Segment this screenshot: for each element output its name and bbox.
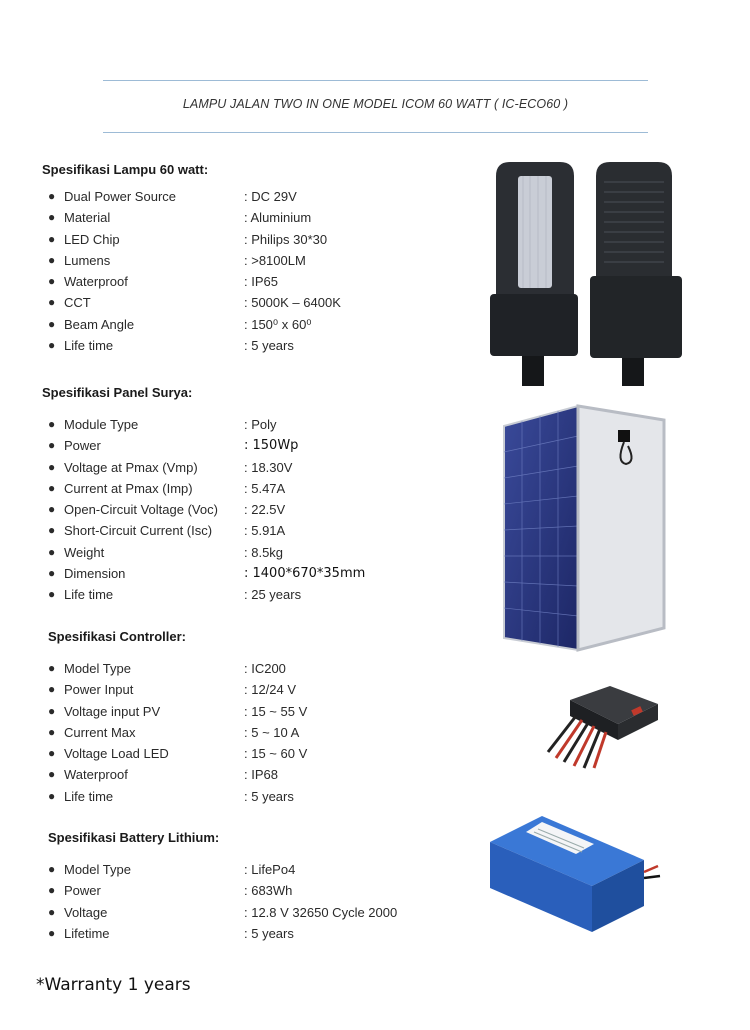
spec-label: Life time bbox=[64, 788, 114, 804]
spec-value: : 5 years bbox=[244, 338, 294, 354]
bullet-icon: ● bbox=[48, 566, 56, 581]
spec-value: : 5000K – 6400K bbox=[244, 295, 341, 311]
spec-label: Voltage input PV bbox=[64, 703, 161, 719]
bullet-icon: ● bbox=[48, 767, 56, 782]
spec-value: : Poly bbox=[244, 417, 277, 432]
bullet-icon: ● bbox=[48, 925, 56, 940]
spec-label: Lifetime bbox=[64, 925, 110, 941]
spec-label: Voltage Load LED bbox=[64, 746, 169, 762]
spec-row bbox=[42, 545, 462, 566]
bullet-icon: ● bbox=[48, 231, 56, 246]
solar-panel-image bbox=[498, 402, 668, 654]
lamp-spec-section bbox=[42, 162, 462, 359]
spec-label: Waterproof bbox=[64, 767, 128, 783]
bullet-icon: ● bbox=[48, 210, 56, 225]
bullet-icon: ● bbox=[48, 904, 56, 919]
spec-row bbox=[42, 338, 462, 359]
lithium-battery-image bbox=[484, 812, 664, 942]
spec-row bbox=[42, 438, 462, 459]
spec-value: : 5 years bbox=[244, 925, 294, 941]
bullet-icon: ● bbox=[48, 417, 56, 431]
spec-row bbox=[42, 661, 462, 682]
spec-row bbox=[42, 417, 462, 438]
bullet-icon: ● bbox=[48, 587, 56, 602]
spec-label: Material bbox=[64, 210, 111, 226]
spec-label: CCT bbox=[64, 295, 91, 311]
spec-label: Power bbox=[64, 883, 101, 899]
spec-row bbox=[42, 905, 462, 926]
spec-row bbox=[42, 274, 462, 295]
title-rule bbox=[103, 132, 648, 133]
spec-value: : 18.30V bbox=[244, 459, 293, 475]
spec-list bbox=[42, 417, 462, 609]
spec-row bbox=[42, 682, 462, 703]
bullet-icon: ● bbox=[48, 862, 56, 876]
spec-row bbox=[42, 481, 462, 502]
spec-value: : 5 ~ 10 A bbox=[244, 724, 300, 740]
spec-value: : IC200 bbox=[244, 661, 286, 676]
bullet-icon: ● bbox=[48, 480, 56, 495]
spec-row bbox=[42, 232, 462, 253]
spec-value: : 150Wp bbox=[244, 438, 299, 454]
spec-row bbox=[42, 460, 462, 481]
spec-label: Power bbox=[64, 438, 101, 454]
bullet-icon: ● bbox=[48, 438, 56, 453]
section-title: Spesifikasi Controller: bbox=[48, 629, 186, 644]
spec-value: : LifePo4 bbox=[244, 862, 296, 877]
spec-label: LED Chip bbox=[64, 231, 120, 247]
spec-label: Beam Angle bbox=[64, 316, 135, 332]
bullet-icon: ● bbox=[48, 682, 56, 697]
spec-value: : Philips 30*30 bbox=[244, 231, 328, 247]
spec-value: : >8100LM bbox=[244, 252, 306, 268]
spec-list bbox=[42, 189, 462, 359]
spec-value: : 683Wh bbox=[244, 883, 293, 899]
spec-value: : 8.5kg bbox=[244, 544, 284, 560]
bullet-icon: ● bbox=[48, 883, 56, 898]
bullet-icon: ● bbox=[48, 189, 56, 203]
section-title: Spesifikasi Panel Surya: bbox=[42, 385, 193, 400]
spec-label: Dual Power Source bbox=[64, 189, 176, 204]
spec-list bbox=[42, 661, 462, 810]
spec-label: Module Type bbox=[64, 417, 139, 432]
section-title: Spesifikasi Battery Lithium: bbox=[48, 830, 220, 845]
spec-row bbox=[42, 789, 462, 810]
spec-value: : 5 years bbox=[244, 788, 294, 804]
spec-value: : Aluminium bbox=[244, 210, 312, 226]
spec-label: Power Input bbox=[64, 682, 134, 698]
section-title: Spesifikasi Lampu 60 watt: bbox=[42, 162, 209, 177]
page-title: LAMPU JALAN TWO IN ONE MODEL ICOM 60 WATT ( IC-ECO60 ) bbox=[182, 97, 569, 111]
street-lamp-image bbox=[478, 158, 708, 394]
spec-value: : DC 29V bbox=[244, 189, 297, 204]
spec-label: Dimension bbox=[64, 566, 126, 582]
spec-label: Model Type bbox=[64, 862, 131, 877]
controller-spec-section bbox=[42, 629, 462, 810]
bullet-icon: ● bbox=[48, 788, 56, 803]
spec-value: : 25 years bbox=[244, 587, 302, 603]
spec-label: Weight bbox=[64, 544, 105, 560]
bullet-icon: ● bbox=[48, 252, 56, 267]
spec-value: : IP68 bbox=[244, 767, 278, 783]
spec-label: Life time bbox=[64, 338, 114, 354]
spec-row bbox=[42, 295, 462, 316]
spec-label: Voltage bbox=[64, 904, 108, 920]
spec-label: Short-Circuit Current (Isc) bbox=[64, 523, 213, 539]
spec-row bbox=[42, 926, 462, 947]
spec-row bbox=[42, 189, 462, 210]
bullet-icon: ● bbox=[48, 544, 56, 559]
spec-list bbox=[42, 862, 462, 947]
bullet-icon: ● bbox=[48, 703, 56, 718]
spec-value: : IP65 bbox=[244, 274, 278, 290]
spec-value: : 15 ~ 55 V bbox=[244, 703, 308, 719]
bullet-icon: ● bbox=[48, 338, 56, 353]
spec-row bbox=[42, 317, 462, 338]
warranty-note: *Warranty 1 years bbox=[36, 975, 191, 995]
spec-row bbox=[42, 883, 462, 904]
spec-value: : 150⁰ x 60⁰ bbox=[244, 316, 312, 332]
spec-label: Model Type bbox=[64, 661, 131, 676]
bullet-icon: ● bbox=[48, 274, 56, 289]
bullet-icon: ● bbox=[48, 724, 56, 739]
spec-row bbox=[42, 725, 462, 746]
spec-value: : 5.91A bbox=[244, 523, 286, 539]
spec-row bbox=[42, 210, 462, 231]
battery-spec-section bbox=[42, 830, 462, 947]
spec-value: : 12/24 V bbox=[244, 682, 297, 698]
charge-controller-image bbox=[540, 680, 665, 770]
spec-row bbox=[42, 587, 462, 608]
spec-row bbox=[42, 704, 462, 725]
spec-row bbox=[42, 767, 462, 788]
bullet-icon: ● bbox=[48, 661, 56, 675]
spec-row bbox=[42, 566, 462, 587]
bullet-icon: ● bbox=[48, 316, 56, 331]
spec-label: Current at Pmax (Imp) bbox=[64, 480, 193, 496]
bullet-icon: ● bbox=[48, 502, 56, 517]
spec-label: Current Max bbox=[64, 724, 136, 740]
spec-value: : 5.47A bbox=[244, 480, 286, 496]
spec-label: Lumens bbox=[64, 252, 111, 268]
spec-label: Life time bbox=[64, 587, 114, 603]
spec-label: Waterproof bbox=[64, 274, 128, 290]
spec-row bbox=[42, 253, 462, 274]
spec-value: : 15 ~ 60 V bbox=[244, 746, 308, 762]
top-rule bbox=[103, 80, 648, 81]
bullet-icon: ● bbox=[48, 523, 56, 538]
bullet-icon: ● bbox=[48, 746, 56, 761]
spec-value: : 22.5V bbox=[244, 502, 286, 518]
bullet-icon: ● bbox=[48, 459, 56, 474]
bullet-icon: ● bbox=[48, 295, 56, 310]
solar-panel-spec-section bbox=[42, 385, 462, 609]
spec-row bbox=[42, 502, 462, 523]
spec-value: : 1400*670*35mm bbox=[244, 566, 366, 582]
spec-row bbox=[42, 862, 462, 883]
spec-label: Voltage at Pmax (Vmp) bbox=[64, 459, 198, 475]
spec-value: : 12.8 V 32650 Cycle 2000 bbox=[244, 904, 398, 920]
spec-label: Open-Circuit Voltage (Voc) bbox=[64, 502, 218, 518]
spec-row bbox=[42, 746, 462, 767]
spec-row bbox=[42, 523, 462, 544]
